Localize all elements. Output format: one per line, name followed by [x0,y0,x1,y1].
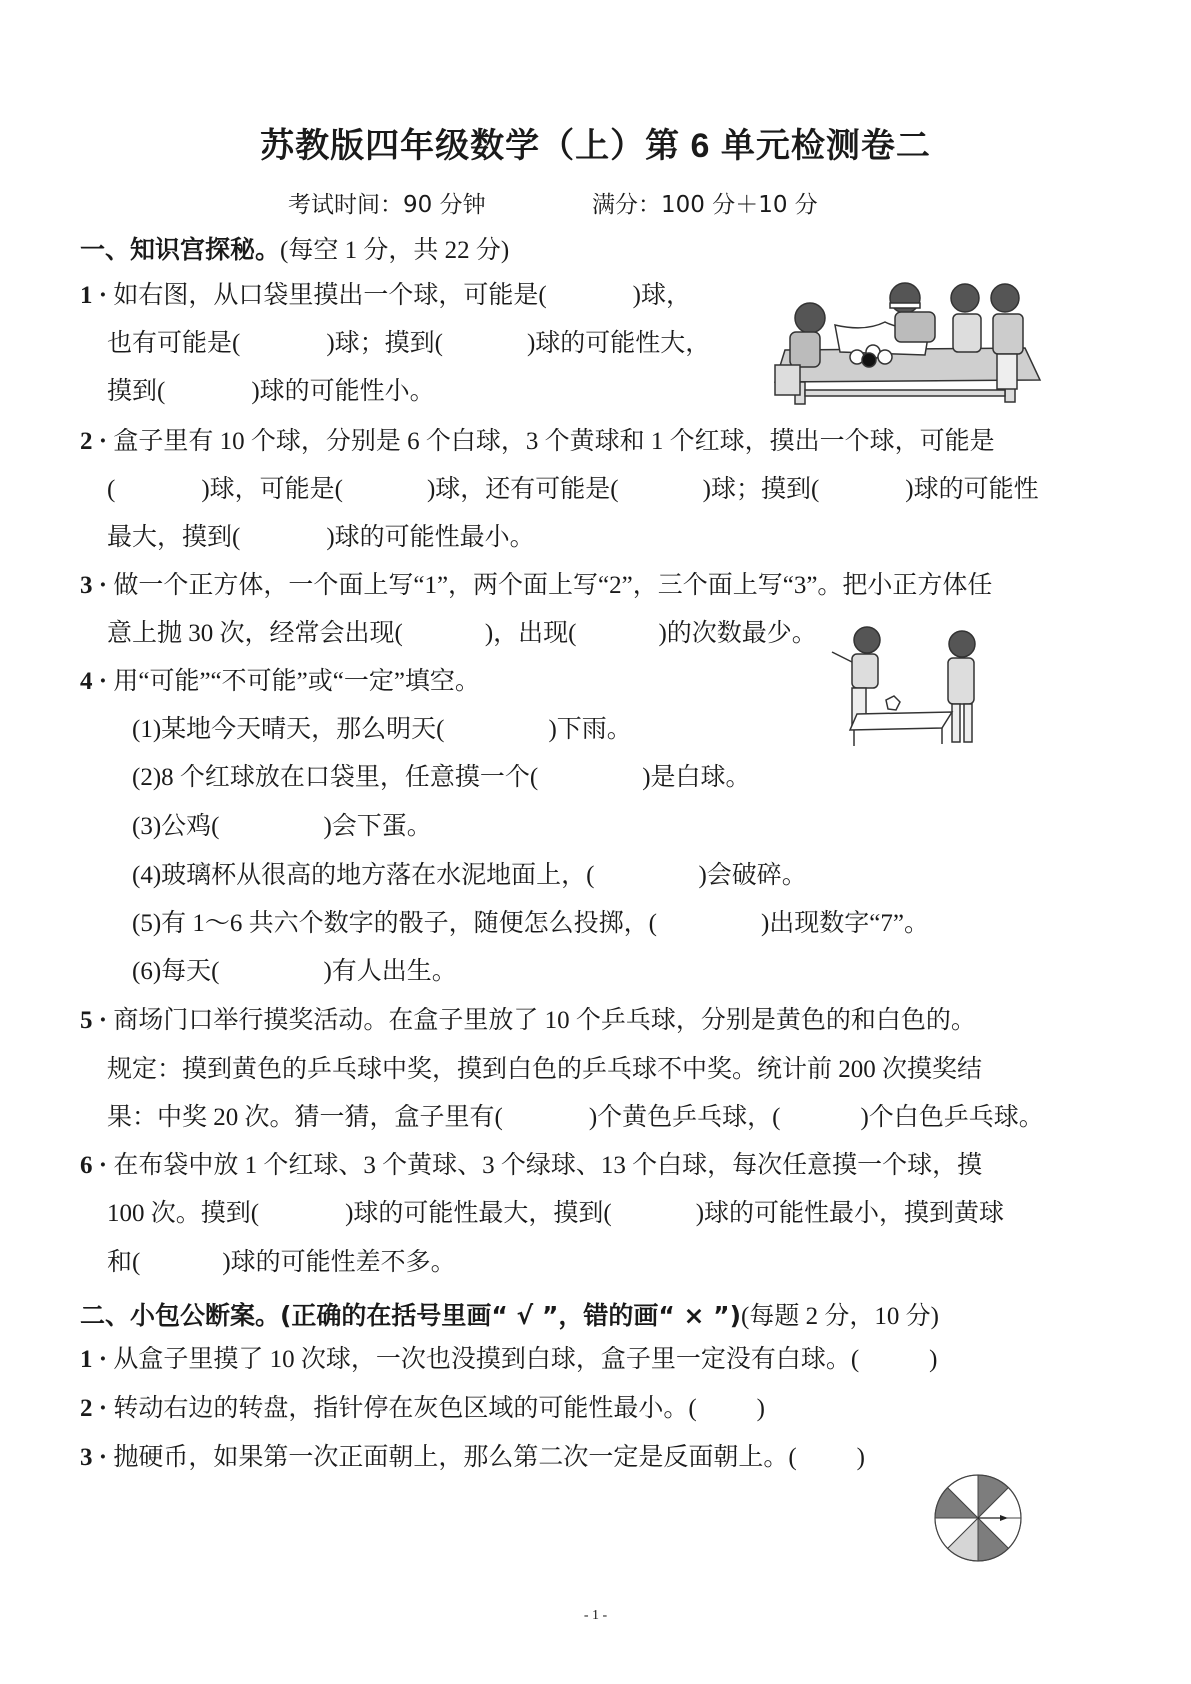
q3-text: 意上抛 30 次，经常会出现( [107,620,403,647]
judge-q1-number: 1 · [80,1346,108,1373]
judge-q1-text: 从盒子里摸了 10 次球，一次也没摸到白球，盒子里一定没有白球。( [113,1346,860,1373]
kids-tossing-cube-illustration [822,622,992,750]
q4-text: )有人出生。 [323,958,457,985]
q4-text: (5)有 1～6 共六个数字的骰子，随便怎么投掷，( [132,910,657,937]
q1-number: 1 · [80,282,108,309]
q4-text: )下雨。 [548,716,632,743]
q4-number: 4 · [80,668,108,695]
section-2-note: (每题 2 分，10 分) [741,1303,939,1330]
q4-text: )是白球。 [642,764,751,791]
q5-text: 商场门口举行摸奖活动。在盒子里放了 10 个乒乓球，分别是黄色的和白色的。 [113,1007,976,1034]
q1-text: 如右图，从口袋里摸出一个球，可能是( [113,282,547,309]
section-1-title: 一、知识宫探秘。 [80,235,281,264]
q3-line-1 [80,570,992,602]
q1-line-3 [107,376,435,408]
q1-line-1 [80,280,691,312]
q4-text: 用“可能”“不可能”或“一定”填空。 [113,668,480,695]
q6-text: )球的可能性最小，摸到黄球 [695,1200,1005,1227]
q2-text: 盒子里有 10 个球，分别是 6 个白球，3 个黄球和 1 个红球，摸出一个球，可能是 [113,428,995,455]
bracket-close: ) [756,1395,765,1422]
bracket-close: ) [929,1346,938,1373]
q2-text: )球，可能是( [201,476,343,503]
section-2-heading [80,1296,939,1332]
q5-text: 果：中奖 20 次。猜一猜，盒子里有( [107,1104,503,1131]
q6-text: 和( [107,1249,141,1276]
q4-text: )会下蛋。 [323,813,432,840]
q2-text: )球，还有可能是( [426,476,619,503]
q6-line-3 [107,1247,456,1279]
q1-text: )球的可能性大， [526,330,711,357]
page-title: 苏教版四年级数学（上）第 6 单元检测卷二 [260,127,931,165]
q5-text: )个黄色乒乓球，( [588,1104,781,1131]
judge-q3 [80,1442,865,1474]
q4-text: )出现数字“7”。 [760,910,930,937]
judge-q2-text: 转动右边的转盘，指针停在灰色区域的可能性最小。( [113,1395,697,1422]
judge-q2 [80,1393,765,1425]
section-1-heading [80,230,509,266]
q6-text: )球的可能性差不多。 [222,1249,456,1276]
q4-item-4 [132,860,807,892]
q4-line-1 [80,666,480,698]
q1-text: )球；摸到( [326,330,443,357]
q4-item-6 [132,956,457,988]
q6-line-1 [80,1150,982,1182]
q3-text: )的次数最少。 [658,620,817,647]
judge-q3-text: 抛硬币，如果第一次正面朝上，那么第二次一定是反面朝上。( [113,1444,797,1471]
q3-text: )，出现( [484,620,577,647]
full-score: 满分：100 分＋10 分 [592,192,818,218]
q3-number: 3 · [80,572,108,599]
q4-text: (1)某地今天晴天，那么明天( [132,716,445,743]
q3-text: 做一个正方体，一个面上写“1”，两个面上写“2”，三个面上写“3”。把小正方体任 [113,572,993,599]
q4-item-2 [132,762,751,794]
q5-number: 5 · [80,1007,108,1034]
q2-text: )球的可能性 [905,476,1039,503]
q4-text: (3)公鸡( [132,813,220,840]
page-number: - 1 - [583,1608,608,1623]
q5-line-3 [107,1102,1044,1134]
q2-text: 最大，摸到( [107,524,241,551]
q2-line-3 [107,522,535,554]
q3-line-2 [107,618,817,650]
section-1-note: (每空 1 分，共 22 分) [280,237,510,264]
q1-text: )球， [632,282,691,309]
q6-text: 在布袋中放 1 个红球、3 个黄球、3 个绿球、13 个白球，每次任意摸一个球，摸 [113,1152,983,1179]
q2-text: )球的可能性最小。 [326,524,535,551]
q2-text: )球；摸到( [702,476,820,503]
q2-number: 2 · [80,428,108,455]
q2-text: ( [107,476,116,503]
q2-line-2 [107,474,1039,506]
judge-q3-number: 3 · [80,1444,108,1471]
q5-line-1 [80,1005,976,1037]
judge-q2-number: 2 · [80,1395,108,1422]
q2-line-1 [80,426,995,458]
q4-text: (2)8 个红球放在口袋里，任意摸一个( [132,764,539,791]
q4-item-3 [132,811,432,843]
spinner-wheel-diagram [932,1472,1024,1564]
exam-time: 考试时间：90 分钟 [288,192,486,218]
q4-item-5 [132,908,929,940]
q4-text: (6)每天( [132,958,220,985]
q5-text: 规定：摸到黄色的乒乓球中奖，摸到白色的乒乓球不中奖。统计前 200 次摸奖结 [107,1056,983,1083]
q6-number: 6 · [80,1152,108,1179]
bracket-close: ) [856,1444,865,1471]
q1-text: 摸到( [107,378,166,405]
q4-item-1 [132,714,632,746]
q4-text: )会破碎。 [698,862,807,889]
q5-line-2 [107,1054,982,1086]
q6-line-2 [107,1198,1004,1230]
q1-line-2 [107,328,710,360]
q4-text: (4)玻璃杯从很高的地方落在水泥地面上，( [132,862,595,889]
kids-drawing-balls-illustration [765,270,1075,405]
q6-text: 100 次。摸到( [107,1200,260,1227]
q1-text: 也有可能是( [107,330,241,357]
judge-q1 [80,1344,938,1376]
q6-text: )球的可能性最大，摸到( [345,1200,612,1227]
section-2-title: 二、小包公断案。(正确的在括号里画“ √ ”，错的画“ × ”) [80,1301,742,1330]
q1-text: )球的可能性小。 [251,378,435,405]
q5-text: )个白色乒乓球。 [860,1104,1044,1131]
